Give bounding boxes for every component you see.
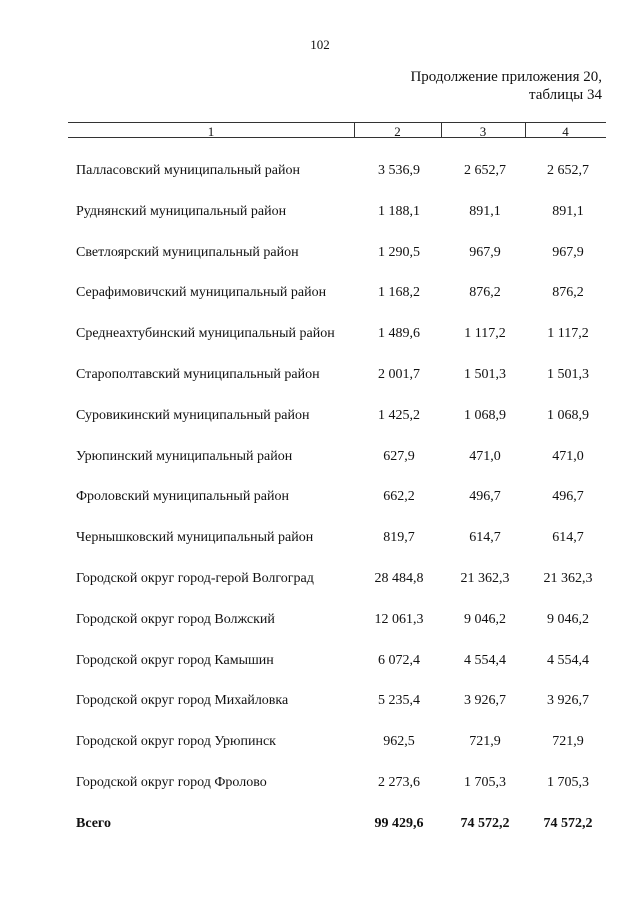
row-value-col2: 662,2 <box>383 489 415 505</box>
row-value-col2: 2 001,7 <box>378 366 420 382</box>
row-value-col4: 2 652,7 <box>547 163 589 178</box>
row-value-col2: 1 425,2 <box>378 407 420 423</box>
row-value-col3: 1 705,3 <box>464 774 506 790</box>
row-value-col4: 471,0 <box>552 448 584 464</box>
row-name: Руднянский муниципальный район <box>76 203 287 219</box>
row-value-col4: 3 926,7 <box>547 693 589 709</box>
total-value-col3: 74 572,2 <box>460 815 510 831</box>
header-cell-4: 4 <box>562 124 569 139</box>
row-value-col3: 3 926,7 <box>464 693 506 709</box>
row-value-col4: 614,7 <box>552 530 584 546</box>
row-value-col2: 1 188,1 <box>378 203 420 219</box>
row-value-col2: 1 168,2 <box>378 285 420 301</box>
header-cell-1: 1 <box>207 124 215 139</box>
continuation-line-2: таблицы 34 <box>528 87 602 103</box>
row-value-col4: 1 117,2 <box>547 326 589 342</box>
row-value-col4: 9 046,2 <box>547 611 589 627</box>
row-value-col3: 21 362,3 <box>460 570 510 586</box>
row-name: Городской округ город Михайловка <box>76 693 289 709</box>
row-value-col2: 6 072,4 <box>378 652 420 668</box>
table-row <box>0 437 640 478</box>
row-value-col4: 891,1 <box>552 203 584 219</box>
row-value-col2: 12 061,3 <box>374 611 424 627</box>
table-row <box>0 273 640 314</box>
table-body <box>0 151 640 845</box>
table-row <box>0 559 640 600</box>
row-value-col4: 721,9 <box>552 734 584 750</box>
row-value-col3: 9 046,2 <box>464 611 506 627</box>
row-name: Серафимовичский муниципальный район <box>76 285 327 301</box>
table-row <box>0 151 640 192</box>
row-value-col4: 967,9 <box>552 244 584 260</box>
continuation-line-1: Продолжение приложения 20, <box>410 69 602 85</box>
table-row <box>0 722 640 763</box>
row-name: Фроловский муниципальный район <box>76 489 290 505</box>
row-name: Светлоярский муниципальный район <box>76 244 299 260</box>
row-value-col3: 876,2 <box>469 285 501 301</box>
row-name: Среднеахтубинский муниципальный район <box>76 326 335 342</box>
row-value-col2: 28 484,8 <box>374 570 424 586</box>
row-name: Суровикинский муниципальный район <box>76 407 310 423</box>
page-number: 102 <box>310 37 330 52</box>
row-value-col2: 1 290,5 <box>378 244 420 260</box>
table-row <box>0 681 640 722</box>
table-row <box>0 314 640 355</box>
row-value-col2: 819,7 <box>383 530 415 546</box>
header-cell-3: 3 <box>479 124 487 139</box>
row-value-col3: 891,1 <box>469 203 501 219</box>
row-value-col4: 1 068,9 <box>547 407 589 423</box>
row-value-col3: 1 501,3 <box>464 366 506 382</box>
row-name: Городской округ город Фролово <box>76 774 267 790</box>
row-name: Чернышковский муниципальный район <box>76 530 314 546</box>
row-name: Городской округ город-герой Волгоград <box>76 570 314 586</box>
table-row <box>0 192 640 233</box>
row-value-col2: 627,9 <box>383 448 415 464</box>
row-value-col4: 21 362,3 <box>543 570 593 586</box>
total-value-col4: 74 572,2 <box>543 815 593 831</box>
row-value-col3: 614,7 <box>469 530 501 546</box>
table-row <box>0 518 640 559</box>
table-row <box>0 763 640 804</box>
row-value-col4: 1 501,3 <box>547 366 589 382</box>
row-value-col4: 876,2 <box>552 285 584 301</box>
table-row <box>0 600 640 641</box>
row-value-col2: 1 489,6 <box>378 326 420 342</box>
row-value-col2: 962,5 <box>383 734 415 750</box>
row-value-col4: 1 705,3 <box>547 774 589 790</box>
row-value-col3: 4 554,4 <box>464 652 506 668</box>
row-value-col2: 2 273,6 <box>378 774 420 790</box>
row-name: Городской округ город Урюпинск <box>76 734 276 750</box>
row-value-col3: 967,9 <box>469 244 501 260</box>
row-value-col3: 1 068,9 <box>464 407 506 423</box>
row-value-col2: 5 235,4 <box>378 693 420 709</box>
row-value-col3: 1 117,2 <box>464 326 506 342</box>
row-name: Старополтавский муниципальный район <box>76 366 320 382</box>
table-row <box>0 355 640 396</box>
row-value-col3: 2 652,7 <box>464 163 506 178</box>
row-value-col4: 496,7 <box>552 489 584 505</box>
row-value-col3: 496,7 <box>469 489 501 505</box>
row-name: Городской округ город Волжский <box>76 611 275 627</box>
continuation-note <box>410 68 602 104</box>
total-label: Всего <box>76 815 111 831</box>
total-value-col2: 99 429,6 <box>374 815 424 831</box>
total-row <box>0 804 640 845</box>
row-value-col4: 4 554,4 <box>547 652 589 668</box>
table-row <box>0 641 640 682</box>
row-value-col3: 471,0 <box>469 448 501 464</box>
row-value-col2: 3 536,9 <box>378 163 420 178</box>
row-name: Городской округ город Камышин <box>76 652 274 668</box>
row-name: Палласовский муниципальный район <box>76 163 300 178</box>
table-row <box>0 233 640 274</box>
table-row <box>0 396 640 437</box>
header-cell-2: 2 <box>394 124 401 139</box>
row-value-col3: 721,9 <box>469 734 501 750</box>
table-row <box>0 477 640 518</box>
row-name: Урюпинский муниципальный район <box>76 448 293 464</box>
table-header-row <box>68 124 606 138</box>
